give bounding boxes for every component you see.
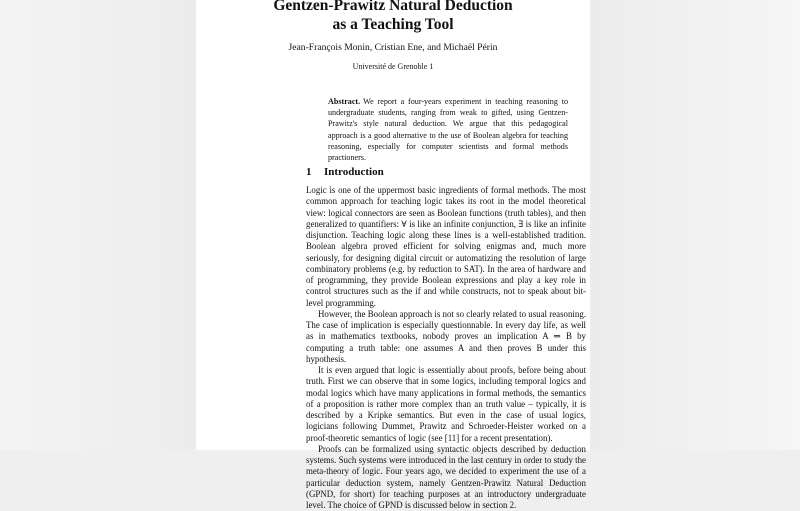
paragraph: Proofs can be formalized using syntactic objects described by deduction systems. Such systems were introduced in the last century in order to study the meta-theory of logic. Four years ago, we decided to experiment the use of a particular deduction system, namely Gentzen-Prawitz Natural Deduction (GPND, for short) for teaching purposes at an introductory undergraduate level. The choice of GPND is discussed below in section 2. [306, 443, 586, 510]
authors: Jean-François Monin, Cristian Ene, and Michaël Périn [288, 42, 498, 53]
affiliation: Université de Grenoble 1 [352, 62, 434, 71]
paragraph: It is even argued that logic is essentially about proofs, before being about truth. First we can observe that in some logics, including temporal logics and modal logics which have many applications in formal methods, the semantics of a proposition is rather more complex than an truth value – typically, it is described by a Kripke semantics. But even in the case of usual logics, logicians following Dummet, Prawitz and Schroeder-Heister worked on a proof-theoretic semantics of logic (see [11] for a recent presentation). [306, 365, 586, 443]
paper-page [196, 0, 590, 510]
abstract-text: We report a four-years experiment in teaching reasoning to undergraduate students, ranging from weak to gifted, using Gentzen-Prawitz's style natural deduction. We argue that this pedagogical approach is a good alternative to the use of Boolean algebra for teaching reasoning, especially for computer scientists and formal methods practioners. [328, 97, 568, 163]
section-number: 1 [306, 166, 312, 178]
section-heading [306, 166, 384, 178]
title-line-1: Gentzen-Prawitz Natural Deduction [273, 0, 513, 14]
paper-title [196, 0, 590, 34]
section-title: Introduction [324, 166, 384, 178]
section-body [306, 185, 586, 511]
right-margin [590, 0, 800, 450]
abstract-label: Abstract. [328, 97, 361, 106]
title-line-2: as a Teaching Tool [332, 16, 454, 33]
left-margin [0, 0, 196, 450]
paragraph: Logic is one of the uppermost basic ingredients of formal methods. The most common approach for teaching logic takes its root in the model theoretical view: logical connectors are seen as Boolean functions (truth tables), and then generalized to quantifiers: ∀ is like an infinite conjunction, ∃ is like an infinite disjunction. Teaching logic along these lines is a well-established tradition. Boolean algebra proved efficient for solving enigmas and, much more seriously, for designing digital circuit or automatizing the resolution of large combinatory problems (e.g. by reduction to SAT). In the area of hardware and of programming, they provide Boolean expressions and play a key role in control structures such as the if and while constructs, not to speak about bit-level programming. [306, 185, 586, 308]
paragraph: However, the Boolean approach is not so clearly related to usual reasoning. The case of implication is especially questionnable. In every day life, as well as in mathematics textbooks, nobody proves an implication A ⇒ B by computing a truth table: one assumes A and then proves B under this hypothesis. [306, 308, 586, 364]
abstract [328, 96, 568, 163]
